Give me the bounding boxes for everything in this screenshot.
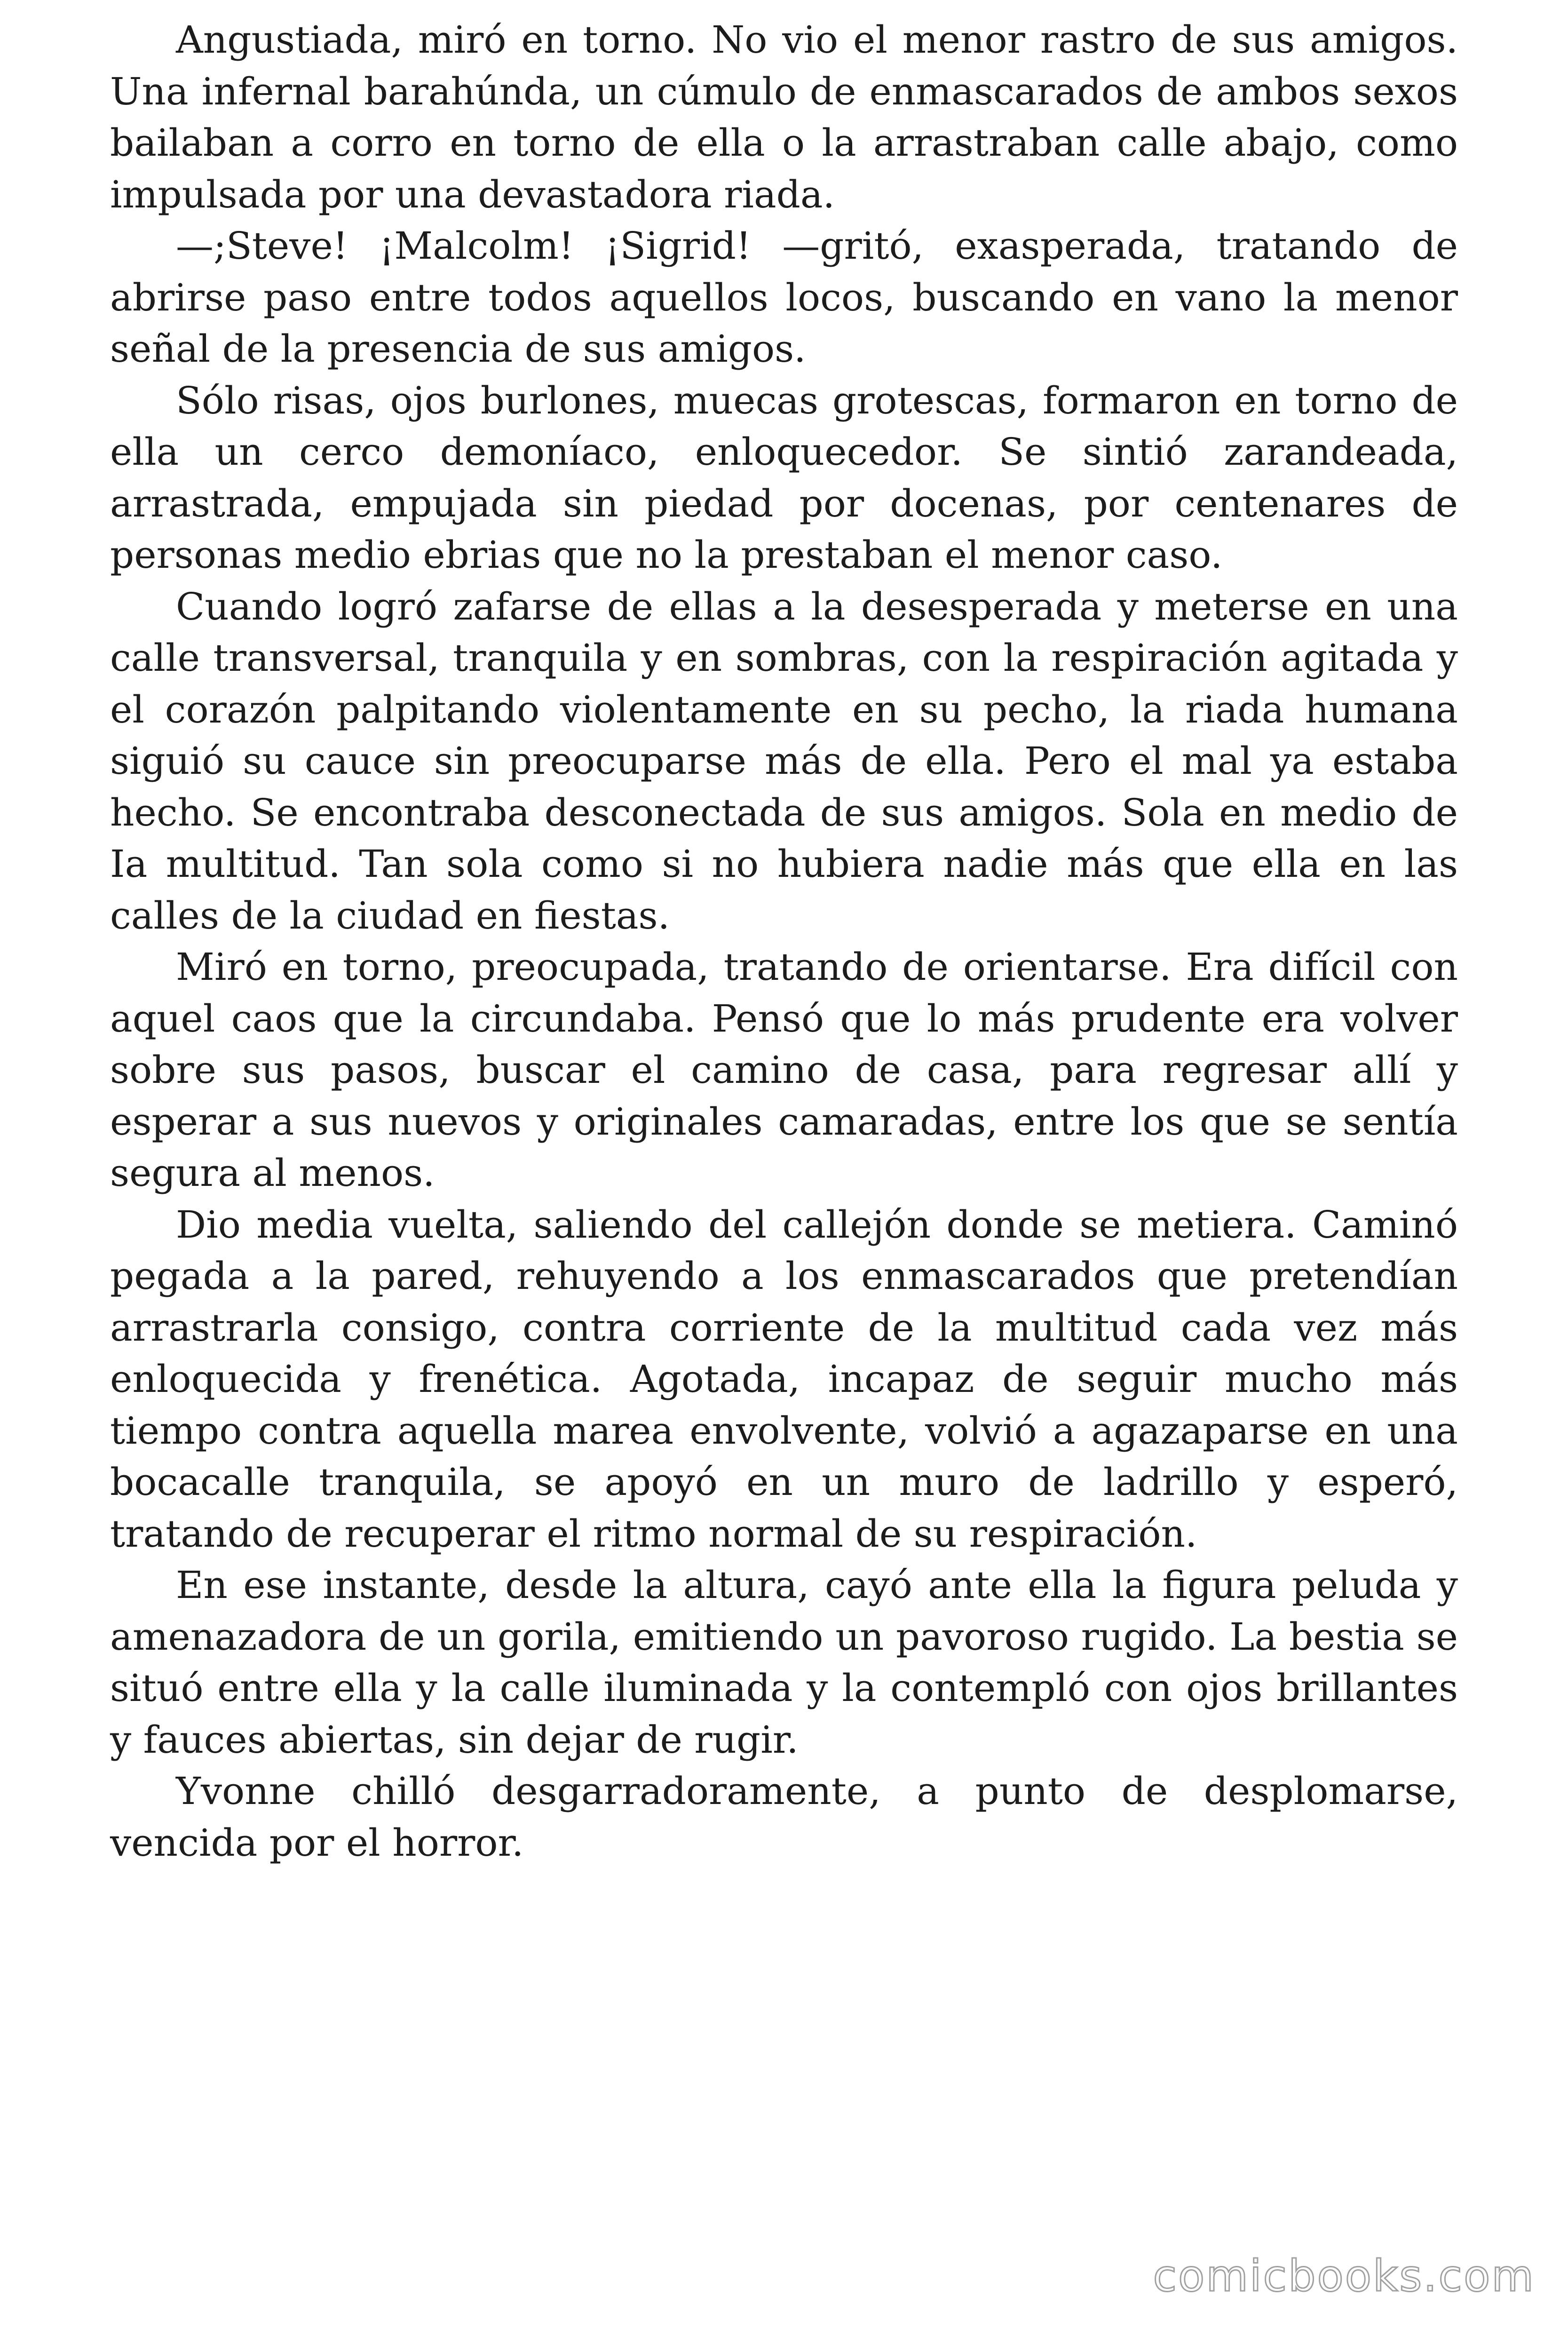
body-text [110,14,1458,1868]
paragraph: Miró en torno, preocupada, tratando de orientarse. Era difícil con aquel caos que la circundaba. Pensó que lo más prudente era volver sobre sus pasos, buscar el camino de casa, para regresar allí y esperar a sus nuevos y originales camaradas, entre los que se sentía segura al menos. [110,945,1458,1195]
paragraph: Sólo risas, ojos burlones, muecas grotescas, formaron en torno de ella un cerco demoníaco, enloquecedor. Se sintió zarandeada, arrastrada, empujada sin piedad por docenas, por centenares de personas medio ebrias que no la prestaban el menor caso. [110,378,1458,577]
paragraph: Cuando logró zafarse de ellas a la desesperada y meterse en una calle transversal, tranquila y en sombras, con la respiración agitada y el corazón palpitando violentamente en su pecho, la riada humana siguió su cauce sin preocuparse más de ella. Pero el mal ya estaba hecho. Se encontraba desconectada de sus amigos. Sola en medio de Ia multitud. Tan sola como si no hubiera nadie más que ella en las calles de la ciudad en fiestas. [110,584,1458,938]
paragraph: Yvonne chilló desgarradoramente, a punto de desplomarse, vencida por el horror. [110,1769,1458,1865]
paragraph: —;Steve! ¡Malcolm! ¡Sigrid! —gritó, exasperada, tratando de abrirse paso entre todos aquellos locos, buscando en vano la menor señal de la presencia de sus amigos. [110,224,1458,371]
paragraph: Angustiada, miró en torno. No vio el menor rastro de sus amigos. Una infernal barahúnda, un cúmulo de enmascarados de ambos sexos bailaban a corro en torno de ella o la arrastraban calle abajo, como impulsada por una devastadora riada. [110,18,1458,216]
watermark-logo: comicbooks.com [1153,2251,1535,2301]
paragraph: En ese instante, desde la altura, cayó ante ella la figura peluda y amenazadora de un gorila, emitiendo un pavoroso rugido. La bestia se situó entre ella y la calle iluminada y la contempló con ojos brillantes y fauces abiertas, sin dejar de rugir. [110,1563,1458,1762]
paragraph: Dio media vuelta, saliendo del callejón donde se metiera. Caminó pegada a la pared, rehuyendo a los enmascarados que pretendían arrastrarla consigo, contra corriente de la multitud cada vez más enloquecida y frenética. Agotada, incapaz de seguir mucho más tiempo contra aquella marea envolvente, volvió a agazaparse en una bocacalle tranquila, se apoyó en un muro de ladrillo y esperó, tratando de recuperar el ritmo normal de su respiración. [110,1202,1458,1556]
